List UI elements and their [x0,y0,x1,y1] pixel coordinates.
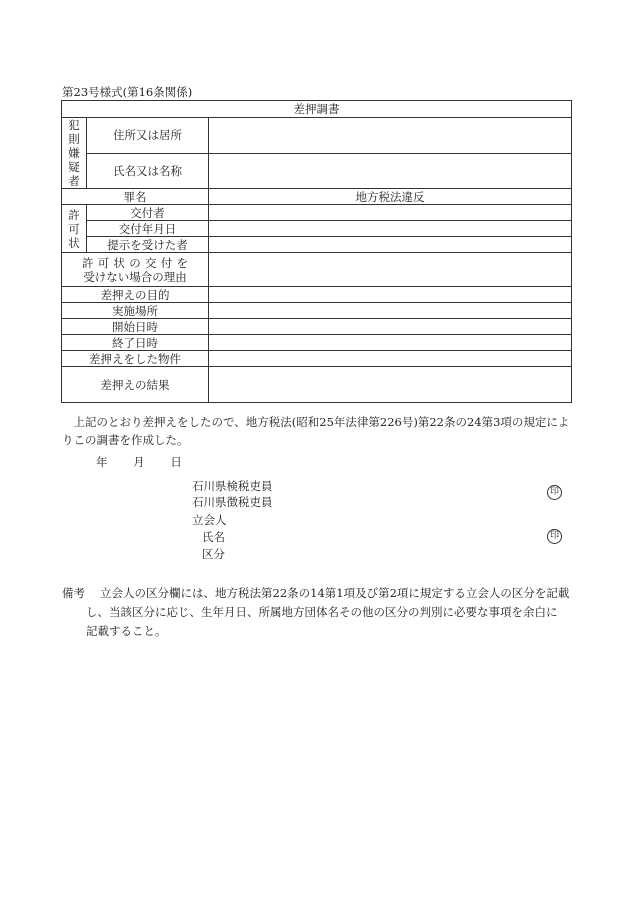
name-label: 氏名又は名称 [87,153,209,189]
remarks-label: 備考 [62,586,85,600]
warrant-label: 許 可 状 [62,205,87,253]
end-label: 終了日時 [62,335,209,351]
witness-label: 立会人 [192,513,227,527]
form-number: 第23号様式(第16条関係) [62,85,193,99]
purpose-label: 差押えの目的 [62,287,209,303]
date-line [96,454,182,470]
witness-category-label: 区分 [202,547,225,561]
property-label: 差押えをした物件 [62,351,209,367]
warrant-recipient-field[interactable] [209,237,572,253]
end-field[interactable] [209,335,572,351]
officer-1: 石川県検税吏員 [192,479,273,493]
suspect-label: 犯 則 嫌 疑 者 [62,118,87,189]
no-warrant-reason-field[interactable] [209,253,572,287]
seizure-record-table [61,100,572,403]
statement-line-2: りこの調書を作成した。 [62,433,189,447]
start-field[interactable] [209,319,572,335]
warrant-date-label: 交付年月日 [87,221,209,237]
officer-2: 石川県徴税吏員 [192,495,273,509]
warrant-recipient-label: 提示を受けた者 [87,237,209,253]
month-label: 月 [133,455,145,469]
table-title: 差押調書 [62,101,572,118]
place-field[interactable] [209,303,572,319]
seal-mark-witness: 印 [547,529,562,544]
remarks-line-2: し、当該区分に応じ、生年月日、所属地方団体名その他の区分の判別に必要な事項を余白に [86,605,558,619]
remarks-line-3: 記載すること。 [86,624,167,638]
warrant-date-field[interactable] [209,221,572,237]
purpose-field[interactable] [209,287,572,303]
result-label: 差押えの結果 [62,367,209,403]
place-label: 実施場所 [62,303,209,319]
address-label: 住所又は居所 [87,118,209,154]
result-field[interactable] [209,367,572,403]
address-field[interactable] [209,118,572,154]
warrant-issuer-field[interactable] [209,205,572,221]
crime-label: 罪名 [62,189,209,205]
seal-mark-officer: 印 [547,485,562,500]
no-warrant-reason-label: 許可状の交付を 受けない場合の理由 [62,253,209,287]
name-field[interactable] [209,153,572,189]
warrant-issuer-label: 交付者 [87,205,209,221]
remarks [62,584,576,641]
day-label: 日 [170,455,182,469]
statement-line-1: 上記のとおり差押えをしたので、地方税法(昭和25年法律第226号)第22条の24第3項の規定によ [73,415,570,429]
start-label: 開始日時 [62,319,209,335]
remarks-line-1: 立会人の区分欄には、地方税法第22条の14第1項及び第2項に規定する立会人の区分を記載 [100,586,570,600]
witness-name-label: 氏名 [202,530,225,544]
crime-value: 地方税法違反 [209,189,572,205]
year-label: 年 [96,455,108,469]
property-field[interactable] [209,351,572,367]
